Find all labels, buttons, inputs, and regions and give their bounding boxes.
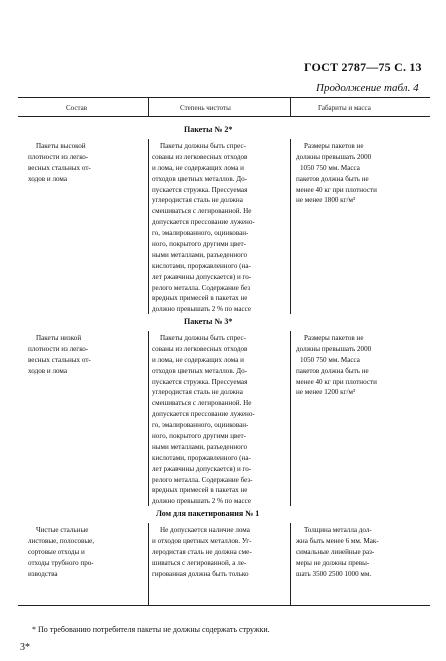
section-title: Пакеты № 2* <box>184 125 233 134</box>
column-divider <box>290 139 291 314</box>
text-line: кислотами, проржавленного (на- <box>152 261 251 270</box>
text-line: го, эмалированного, оцинкован- <box>152 229 249 238</box>
text-line: и отходов цветных металлов. Уг- <box>152 536 252 545</box>
text-line: лет ржавчины допускается) и го- <box>152 272 252 281</box>
text-line: листовые, полосовые, <box>28 536 95 545</box>
column-header-composition: Состав <box>66 104 88 112</box>
dimensions-cell <box>296 525 379 579</box>
text-line: не менее 1800 кг/м³ <box>296 196 356 205</box>
text-line: менее 40 кг при плотности <box>296 377 377 386</box>
text-line: Толщина металла дол- <box>304 526 372 534</box>
text-line: углеродистая сталь не должна <box>152 388 243 397</box>
purity-cell <box>152 333 255 507</box>
column-divider <box>148 331 149 506</box>
text-line: сованы из легковесных отходов <box>152 344 248 353</box>
text-line: изводства <box>28 569 58 578</box>
text-line: Не допускается наличие лома <box>160 526 250 534</box>
text-line: ными металлами, разъеденного <box>152 250 247 259</box>
text-line: пакетов должна быть не <box>296 366 369 375</box>
text-line: не менее 1200 кг/м³ <box>296 388 356 397</box>
text-line: должно превышать 2 % по массе <box>152 305 252 314</box>
composition-cell <box>28 141 91 185</box>
text-line: гированная должна быть только <box>152 569 249 578</box>
text-line: 1050 750 мм. Масса <box>300 163 360 172</box>
text-line: пакетов должна быть не <box>296 174 369 183</box>
text-line: отходов цветных металлов. До- <box>152 174 247 183</box>
column-divider <box>148 97 149 116</box>
column-divider <box>290 331 291 506</box>
text-line: сортовые отходы и <box>28 547 85 556</box>
purity-cell <box>152 141 255 315</box>
text-line: Пакеты высокой <box>36 142 86 150</box>
text-line: смешиваться с легированной. Не <box>152 207 252 216</box>
text-line: ного, покрытого другими цвет- <box>152 240 246 249</box>
column-divider <box>290 97 291 116</box>
text-line: кислотами, проржавленного (на- <box>152 453 251 462</box>
text-line: пускается стружка. Прессуемая <box>152 185 248 194</box>
text-line: меры не должны превы- <box>296 558 370 567</box>
text-line: менее 40 кг при плотности <box>296 185 377 194</box>
table-top-rule <box>18 97 430 98</box>
text-line: смешиваться с легированной. Не <box>152 399 252 408</box>
text-line: допускается прессование лужено- <box>152 218 255 227</box>
text-line: Пакеты должны быть спрес- <box>160 142 246 150</box>
text-line: пускается стружка. Прессуемая <box>152 377 248 386</box>
text-line: углеродистая сталь не должна <box>152 196 243 205</box>
text-line: го, эмалированного, оцинкован- <box>152 421 249 430</box>
page-mark: 3* <box>20 642 30 653</box>
column-divider <box>148 139 149 314</box>
text-line: жна быть менее 6 мм. Мак- <box>296 536 379 545</box>
text-line: релого металла. Содержание без- <box>152 475 253 484</box>
text-line: плотности из легко- <box>28 152 89 161</box>
text-line: должны превышать 2000 <box>296 344 372 353</box>
column-header-dimensions: Габариты и масса <box>318 104 371 112</box>
text-line: сованы из легковесных отходов <box>152 152 248 161</box>
text-line: весных стальных от- <box>28 163 91 172</box>
text-line: Размеры пакетов не <box>304 142 364 150</box>
table-continuation: Продолжение табл. 4 <box>316 82 419 94</box>
text-line: должно превышать 2 % по массе <box>152 497 252 506</box>
text-line: лет ржавчины допускается) и го- <box>152 464 252 473</box>
text-line: Чистые стальные <box>36 526 89 534</box>
standard-number: ГОСТ 2787—75 С. 13 <box>304 60 422 74</box>
section-title: Пакеты № 3* <box>184 317 233 326</box>
text-line: вредных примесей в пакетах не <box>152 486 248 495</box>
dimensions-cell <box>296 333 377 398</box>
text-line: Пакеты низкой <box>36 334 82 342</box>
text-line: Пакеты должны быть спрес- <box>160 334 246 342</box>
text-line: 1050 750 мм. Масса <box>300 355 360 364</box>
text-line: шиваться с легированной, а ле- <box>152 558 247 567</box>
text-line: отходов цветных металлов. До- <box>152 366 247 375</box>
text-line: вредных примесей в пакетах не <box>152 294 248 303</box>
text-line: симальные линейные раз- <box>296 547 375 556</box>
composition-cell <box>28 525 94 579</box>
text-line: ными металлами, разъеденного <box>152 442 247 451</box>
column-divider <box>148 523 149 605</box>
text-line: и лома, не содержащих лома и <box>152 163 244 172</box>
purity-cell <box>152 525 252 579</box>
text-line: ного, покрытого другими цвет- <box>152 432 246 441</box>
dimensions-cell <box>296 141 377 206</box>
text-line: шать 3500 2500 1000 мм. <box>296 569 372 578</box>
text-line: леродистая сталь не должна сме- <box>152 547 252 556</box>
composition-cell <box>28 333 91 377</box>
text-line: допускается прессование лужено- <box>152 410 255 419</box>
text-line: должны превышать 2000 <box>296 152 372 161</box>
text-line: ходов и лома <box>28 366 68 375</box>
text-line: отходы трубного про- <box>28 558 94 567</box>
footnote: * По требованию потребителя пакеты не должны содержать стружки. <box>32 625 270 634</box>
text-line: и лома, не содержащих лома и <box>152 355 244 364</box>
text-line: Размеры пакетов не <box>304 334 364 342</box>
column-divider <box>290 523 291 605</box>
text-line: весных стальных от- <box>28 355 91 364</box>
section-title: Лом для пакетирования № 1 <box>156 509 260 518</box>
table-bottom-rule <box>18 605 430 606</box>
text-line: ходов и лома <box>28 174 68 183</box>
text-line: плотности из легко- <box>28 344 89 353</box>
table-header-rule <box>18 116 430 117</box>
column-header-purity: Степень чистоты <box>180 104 231 112</box>
text-line: релого металла. Содержание без <box>152 283 251 292</box>
